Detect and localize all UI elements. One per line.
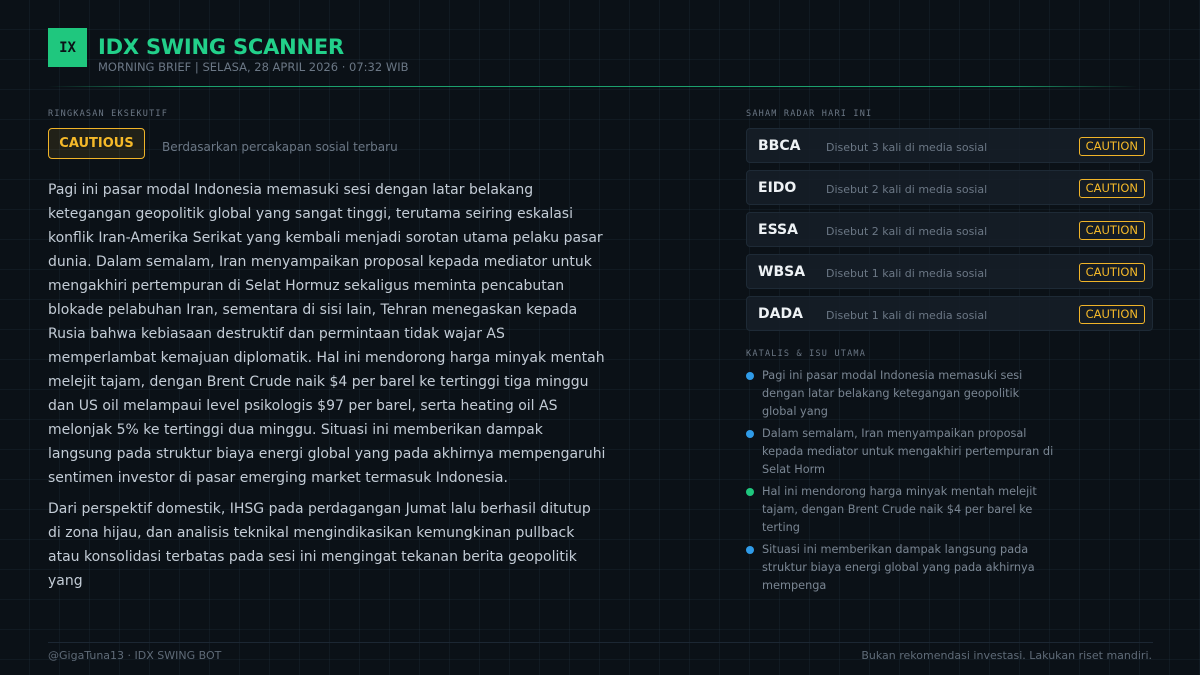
radar-item-dada[interactable] — [746, 296, 1153, 331]
ticker-symbol: ESSA — [758, 222, 798, 238]
footer-credit: @GigaTuna13 · IDX SWING BOT — [48, 649, 222, 662]
ticker-symbol: DADA — [758, 306, 803, 322]
summary-paragraph: Dari perspektif domestik, IHSG pada perdagangan Jumat lalu berhasil ditutup di zona hijau, dan analisis teknikal mengindikasikan kemungkinan pullback atau konsolidasi terbatas pada sesi ini mengingat tekanan berita geopolitik yang — [48, 501, 591, 589]
ticker-symbol: BBCA — [758, 138, 801, 154]
radar-item-wbsa[interactable] — [746, 254, 1153, 289]
ticker-symbol: WBSA — [758, 264, 806, 280]
catalyst-item — [746, 367, 1056, 421]
bullet-dot-icon — [746, 488, 754, 496]
mention-count: Disebut 1 kali di media sosial — [826, 267, 988, 280]
mention-count: Disebut 3 kali di media sosial — [826, 141, 988, 154]
catalyst-list — [746, 367, 1056, 599]
caution-badge: CAUTION — [1079, 221, 1145, 240]
mention-count: Disebut 1 kali di media sosial — [826, 309, 988, 322]
executive-summary-text — [48, 178, 608, 589]
caution-badge: CAUTION — [1079, 179, 1145, 198]
app-logo: IX — [48, 28, 87, 67]
footer-divider — [48, 642, 1153, 643]
catalyst-item — [746, 425, 1056, 479]
radar-item-bbca[interactable] — [746, 128, 1153, 163]
bullet-dot-icon — [746, 430, 754, 438]
brief-subtitle: MORNING BRIEF | SELASA, 28 APRIL 2026 · 07:32 WIB — [98, 60, 409, 74]
summary-paragraph: Pagi ini pasar modal Indonesia memasuki sesi dengan latar belakang ketegangan geopolitik global yang sangat tinggi, terutama seiring eskalasi konflik Iran-Amerika Serikat yang kembali menjadi sorotan utama pelaku pasar dunia. Dalam semalam, Iran menyampaikan proposal kepada mediator untuk mengakhiri pertempuran di Selat Hormuz sekaligus meminta pencabutan blokade pelabuhan Iran, sementara di sisi lain, Tehran menegaskan kepada Rusia bahwa kebiasaan destruktif dan permintaan tidak wajar AS memperlambat kemajuan diplomatik. Hal ini mendorong harga minyak mentah melejit tajam, dengan Brent Crude naik $4 per barel ke tertinggi tiga minggu dan US oil melampaui level psikologis $97 per barel, serta heating oil AS melonjak 5% ke tertinggi dua minggu. Situasi ini memberikan dampak langsung pada struktur biaya energi global yang pada akhirnya mempengaruhi sentimen investor di pasar emerging market termasuk Indonesia. — [48, 182, 606, 486]
catalyst-text: Dalam semalam, Iran menyampaikan proposal kepada mediator untuk mengakhiri pertempuran di Selat Horm — [762, 427, 1054, 476]
bullet-dot-icon — [746, 546, 754, 554]
radar-list — [746, 128, 1153, 338]
catalyst-text: Hal ini mendorong harga minyak mentah melejit tajam, dengan Brent Crude naik $4 per barel ke terting — [762, 485, 1037, 534]
caution-badge: CAUTION — [1079, 137, 1145, 156]
radar-item-essa[interactable] — [746, 212, 1153, 247]
header-divider — [48, 86, 1138, 87]
caution-badge: CAUTION — [1079, 263, 1145, 282]
executive-summary-label: RINGKASAN EKSEKUTIF — [48, 109, 169, 119]
ticker-symbol: EIDO — [758, 180, 797, 196]
catalyst-item — [746, 483, 1056, 537]
bullet-dot-icon — [746, 372, 754, 380]
catalyst-text: Pagi ini pasar modal Indonesia memasuki sesi dengan latar belakang ketegangan geopolitik global yang — [762, 369, 1023, 418]
sentiment-note: Berdasarkan percakapan sosial terbaru — [162, 140, 398, 154]
caution-badge: CAUTION — [1079, 305, 1145, 324]
mention-count: Disebut 2 kali di media sosial — [826, 183, 988, 196]
app-title: IDX SWING SCANNER — [98, 35, 345, 59]
radar-item-eido[interactable] — [746, 170, 1153, 205]
radar-label: SAHAM RADAR HARI INI — [746, 109, 873, 119]
catalyst-text: Situasi ini memberikan dampak langsung pada struktur biaya energi global yang pada akhirnya mempenga — [762, 543, 1035, 592]
catalysts-label: KATALIS & ISU UTAMA — [746, 349, 867, 359]
catalyst-item — [746, 541, 1056, 595]
footer-disclaimer: Bukan rekomendasi investasi. Lakukan riset mandiri. — [861, 649, 1152, 662]
sentiment-badge: CAUTIOUS — [48, 128, 145, 159]
mention-count: Disebut 2 kali di media sosial — [826, 225, 988, 238]
